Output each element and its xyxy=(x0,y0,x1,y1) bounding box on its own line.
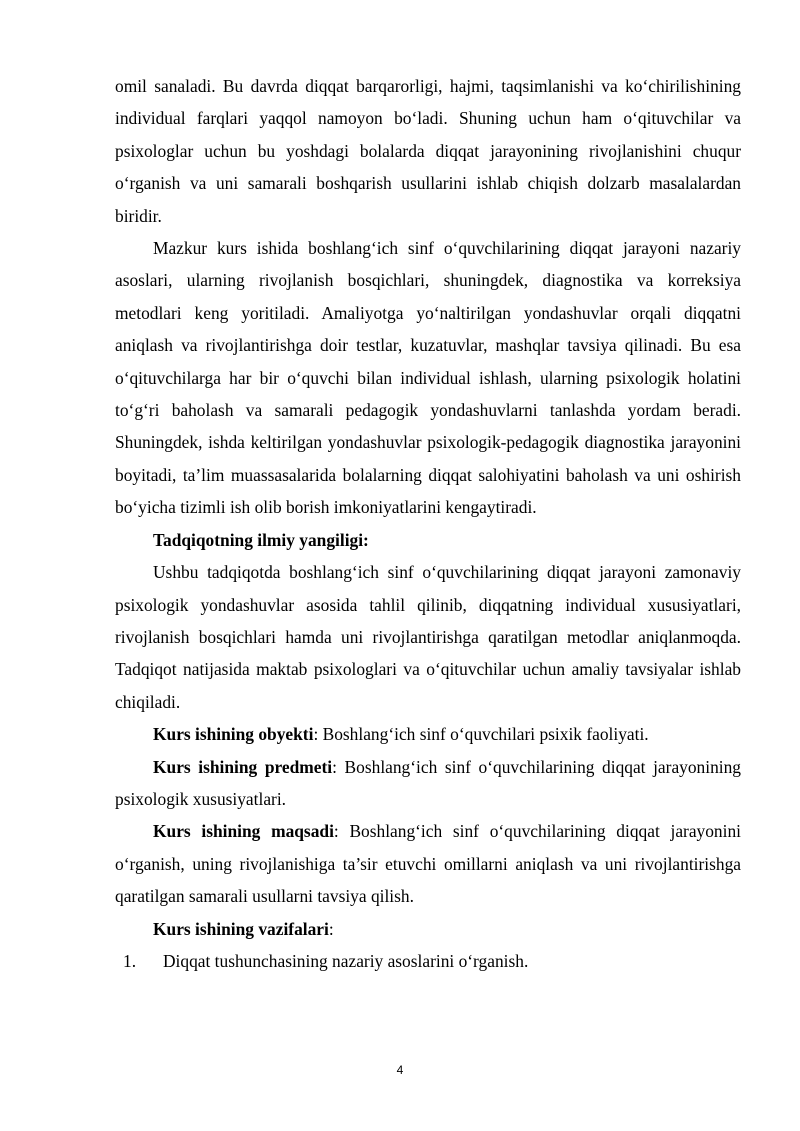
definition-object-text: : Boshlang‘ich sinf o‘quvchilari psixik faoliyati. xyxy=(313,724,649,745)
definition-tasks xyxy=(115,913,741,945)
paragraph-course-overview: Mazkur kurs ishida boshlang‘ich sinf o‘quvchilarining diqqat jarayoni nazariy asoslari, ularning rivojlanish bosqichlari, shuningdek, diagnostika va korreksiya metodlari keng yoritiladi. Amaliyotga yo‘naltirilgan yondashuvlar orqali diqqatni aniqlash va rivojlantirishga doir testlar, kuzatuvlar, mashqlar tavsiya qilinadi. Bu esa o‘qituvchilarga har bir o‘quvchi bilan individual ishlash, ularning psixologik holatini to‘g‘ri baholash va samarali pedagogik yondashuvlarni tanlashda yordam beradi. Shuningdek, ishda keltirilgan yondashuvlar psixologik-pedagogik diagnostika jarayonini boyitadi, ta’lim muassasalarida bolalarning diqqat salohiyatini baholash va uni oshirish bo‘yicha tizimli ish olib borish imkoniyatlarini kengaytiradi. xyxy=(115,238,741,518)
definition-object xyxy=(115,718,741,750)
document-page xyxy=(115,70,741,977)
list-item-text: Diqqat tushunchasining nazariy asoslarini o‘rganish. xyxy=(163,950,529,971)
heading-scientific-novelty: Tadqiqotning ilmiy yangiligi: xyxy=(153,529,369,550)
paragraph-intro-continuation: omil sanaladi. Bu davrda diqqat barqarorligi, hajmi, taqsimlanishi va ko‘chirilishining individual farqlari yaqqol namoyon bo‘ladi. Shuning uchun ham o‘qituvchilar va psixologlar uchun bu yoshdagi bolalarda diqqat jarayonining rivojlanishini chuqur o‘rganish va uni samarali boshqarish usullarini ishlab chiqish dolzarb masalalardan biridir. xyxy=(115,76,741,226)
tasks-list xyxy=(115,945,741,977)
definition-subject xyxy=(115,751,741,816)
definition-object-label: Kurs ishining obyekti xyxy=(153,724,314,745)
definition-goal-text: : Boshlang‘ich sinf o‘quvchilarining diqqat jarayonini o‘rganish, uning rivojlanishiga ta’sir etuvchi omillarni aniqlash va uni rivojlantirishga qaratilgan samarali usullarni tavsiya qilish. xyxy=(115,821,741,907)
definition-goal xyxy=(115,815,741,912)
definition-goal-label: Kurs ishining maqsadi xyxy=(153,821,334,842)
definition-tasks-colon: : xyxy=(328,918,334,939)
definition-subject-text: : Boshlang‘ich sinf o‘quvchilarining diqqat jarayonining psixologik xususiyatlari. xyxy=(115,756,741,809)
page-number: 4 xyxy=(396,1063,404,1077)
list-item-number: 1. xyxy=(123,950,137,971)
definition-subject-label: Kurs ishining predmeti xyxy=(153,756,333,777)
definition-tasks-label: Kurs ishining vazifalari xyxy=(153,918,329,939)
paragraph-scientific-novelty: Ushbu tadqiqotda boshlang‘ich sinf o‘quvchilarining diqqat jarayoni zamonaviy psixologik yondashuvlar asosida tahlil qilinib, diqqatning individual xususiyatlari, rivojlanish bosqichlari hamda uni rivojlantirishga qaratilgan metodlar aniqlanmoqda. Tadqiqot natijasida maktab psixologlari va o‘qituvchilar uchun amaliy tavsiyalar ishlab chiqiladi. xyxy=(115,562,741,712)
list-item xyxy=(115,945,741,977)
